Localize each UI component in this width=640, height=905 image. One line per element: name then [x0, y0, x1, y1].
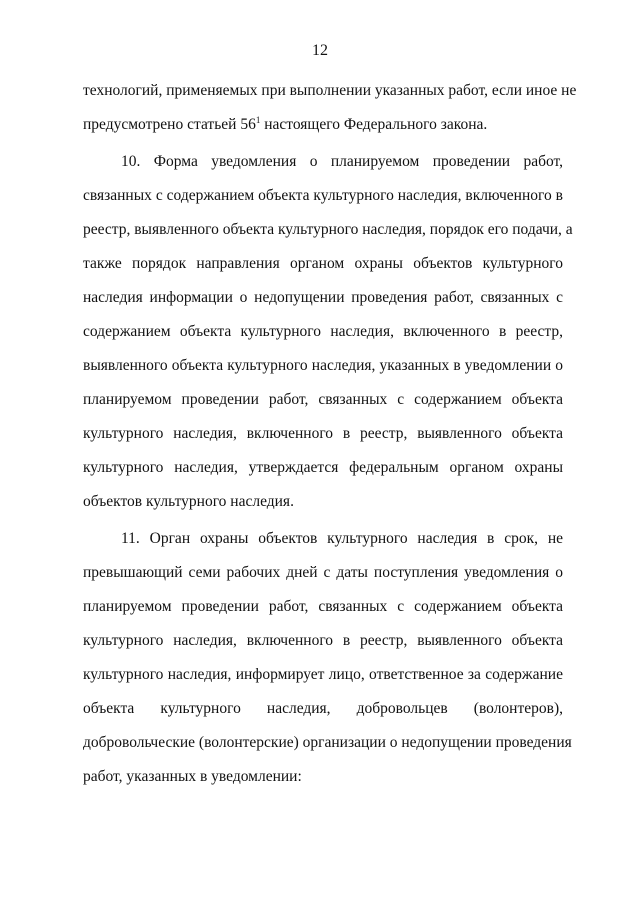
text-line: культурного наследия, включенного в реестр, выявленного объекта	[83, 632, 563, 649]
text-line: планируемом проведении работ, связанных с содержанием объекта	[83, 598, 563, 615]
text-line: также порядок направления органом охраны объектов культурного	[83, 255, 563, 272]
text-line	[83, 115, 563, 135]
text-line: культурного наследия, включенного в реестр, выявленного объекта	[83, 425, 563, 442]
paragraph-11-start: 11. Орган охраны объектов культурного наследия в срок, не	[121, 530, 563, 547]
page-number: 12	[312, 42, 328, 59]
superscript: 1	[255, 115, 261, 125]
text-fragment: настоящего Федерального закона.	[260, 116, 488, 133]
paragraph-10-start: 10. Форма уведомления о планируемом проведении работ,	[121, 153, 563, 170]
text-line: наследия информации о недопущении проведения работ, связанных с	[83, 289, 563, 306]
text-line: планируемом проведении работ, связанных с содержанием объекта	[83, 391, 563, 408]
text-line: культурного наследия, утверждается федеральным органом охраны	[83, 459, 563, 476]
text-line: выявленного объекта культурного наследия, указанных в уведомлении о	[83, 357, 563, 374]
text-line: культурного наследия, информирует лицо, ответственное за содержание	[83, 666, 563, 683]
text-line: содержанием объекта культурного наследия, включенного в реестр,	[83, 323, 563, 340]
text-line: реестр, выявленного объекта культурного наследия, порядок его подачи, а	[83, 221, 573, 238]
text-line: связанных с содержанием объекта культурного наследия, включенного в	[83, 187, 563, 204]
text-fragment: предусмотрено статьей 56	[83, 116, 256, 133]
text-line: добровольческие (волонтерские) организации о недопущении проведения	[83, 734, 572, 751]
text-line: объекта культурного наследия, добровольцев (волонтеров),	[83, 700, 563, 717]
text-line: превышающий семи рабочих дней с даты поступления уведомления о	[83, 564, 563, 581]
text-line: объектов культурного наследия.	[83, 493, 294, 510]
text-line: работ, указанных в уведомлении:	[83, 768, 302, 785]
text-line: технологий, применяемых при выполнении указанных работ, если иное не	[83, 82, 577, 99]
